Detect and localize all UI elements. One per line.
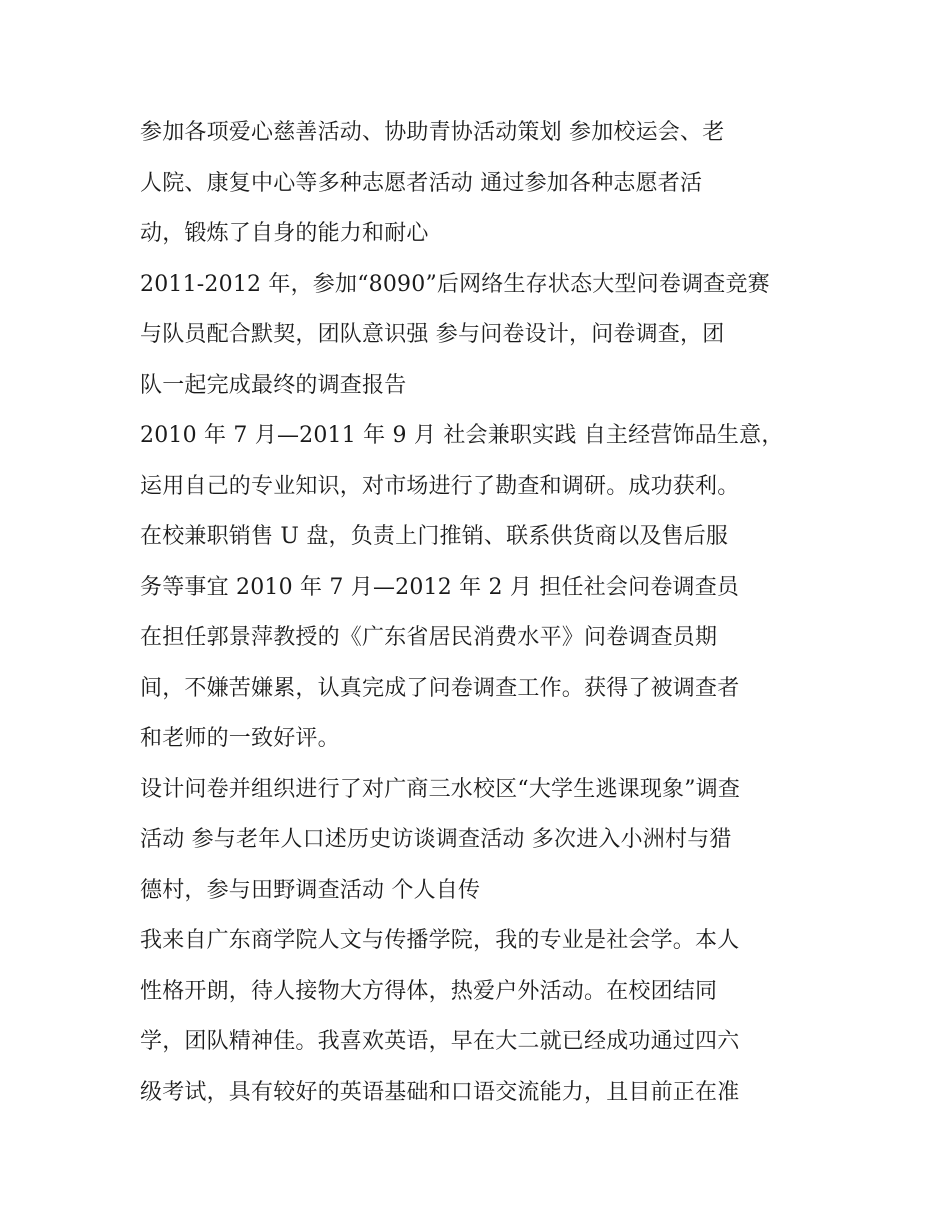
text-line: 级考试，具有较好的英语基础和口语交流能力，且目前正在准 [140,1079,740,1105]
text-line: 在校兼职销售 U 盘，负责上门推销、联系供货商以及售后服 [140,524,729,549]
text-line: 德村，参与田野调查活动 个人自传 [140,877,481,903]
text-line: 与队员配合默契，团队意识强 参与问卷设计，问卷调查，团 [140,322,725,347]
text-line: 和老师的一致好评。 [140,726,340,751]
text-line: 学，团队精神佳。我喜欢英语，早在大二就已经成功通过四六 [140,1029,740,1054]
text-line: 在担任郭景萍教授的《广东省居民消费水平》问卷调查员期 [140,625,718,650]
text-line: 我来自广东商学院人文与传播学院，我的专业是社会学。本人 [140,928,740,953]
text-line: 动，锻炼了自身的能力和耐心 [140,221,429,246]
text-line: 参加各项爱心慈善活动、协助青协活动策划 参加校运会、老 [140,120,725,145]
text-line: 2011-2012 年，参加“8090”后网络生存状态大型问卷调查竞赛 [140,271,770,297]
text-line: 设计问卷并组织进行了对广商三水校区“大学生逃课现象”调查 [140,776,741,802]
text-line: 活动 参与老年人口述历史访谈调查活动 多次进入小洲村与猎 [140,827,732,852]
text-line: 性格开朗，待人接物大方得体，热爱户外活动。在校团结同 [140,978,718,1004]
text-line: 2010 年 7 月—2011 年 9 月 社会兼职实践 自主经营饰品生意， [140,423,784,448]
text-line: 运用自己的专业知识，对市场进行了勘查和调研。成功获利。 [140,473,740,499]
text-line: 务等事宜 2010 年 7 月—2012 年 2 月 担任社会问卷调查员 [140,574,740,600]
text-line: 人院、康复中心等多种志愿者活动 通过参加各种志愿者活 [140,170,703,196]
text-line: 间，不嫌苦嫌累，认真完成了问卷调查工作。获得了被调查者 [140,675,740,701]
text-line: 队一起完成最终的调查报告 [140,372,407,398]
document-page [140,108,830,1118]
